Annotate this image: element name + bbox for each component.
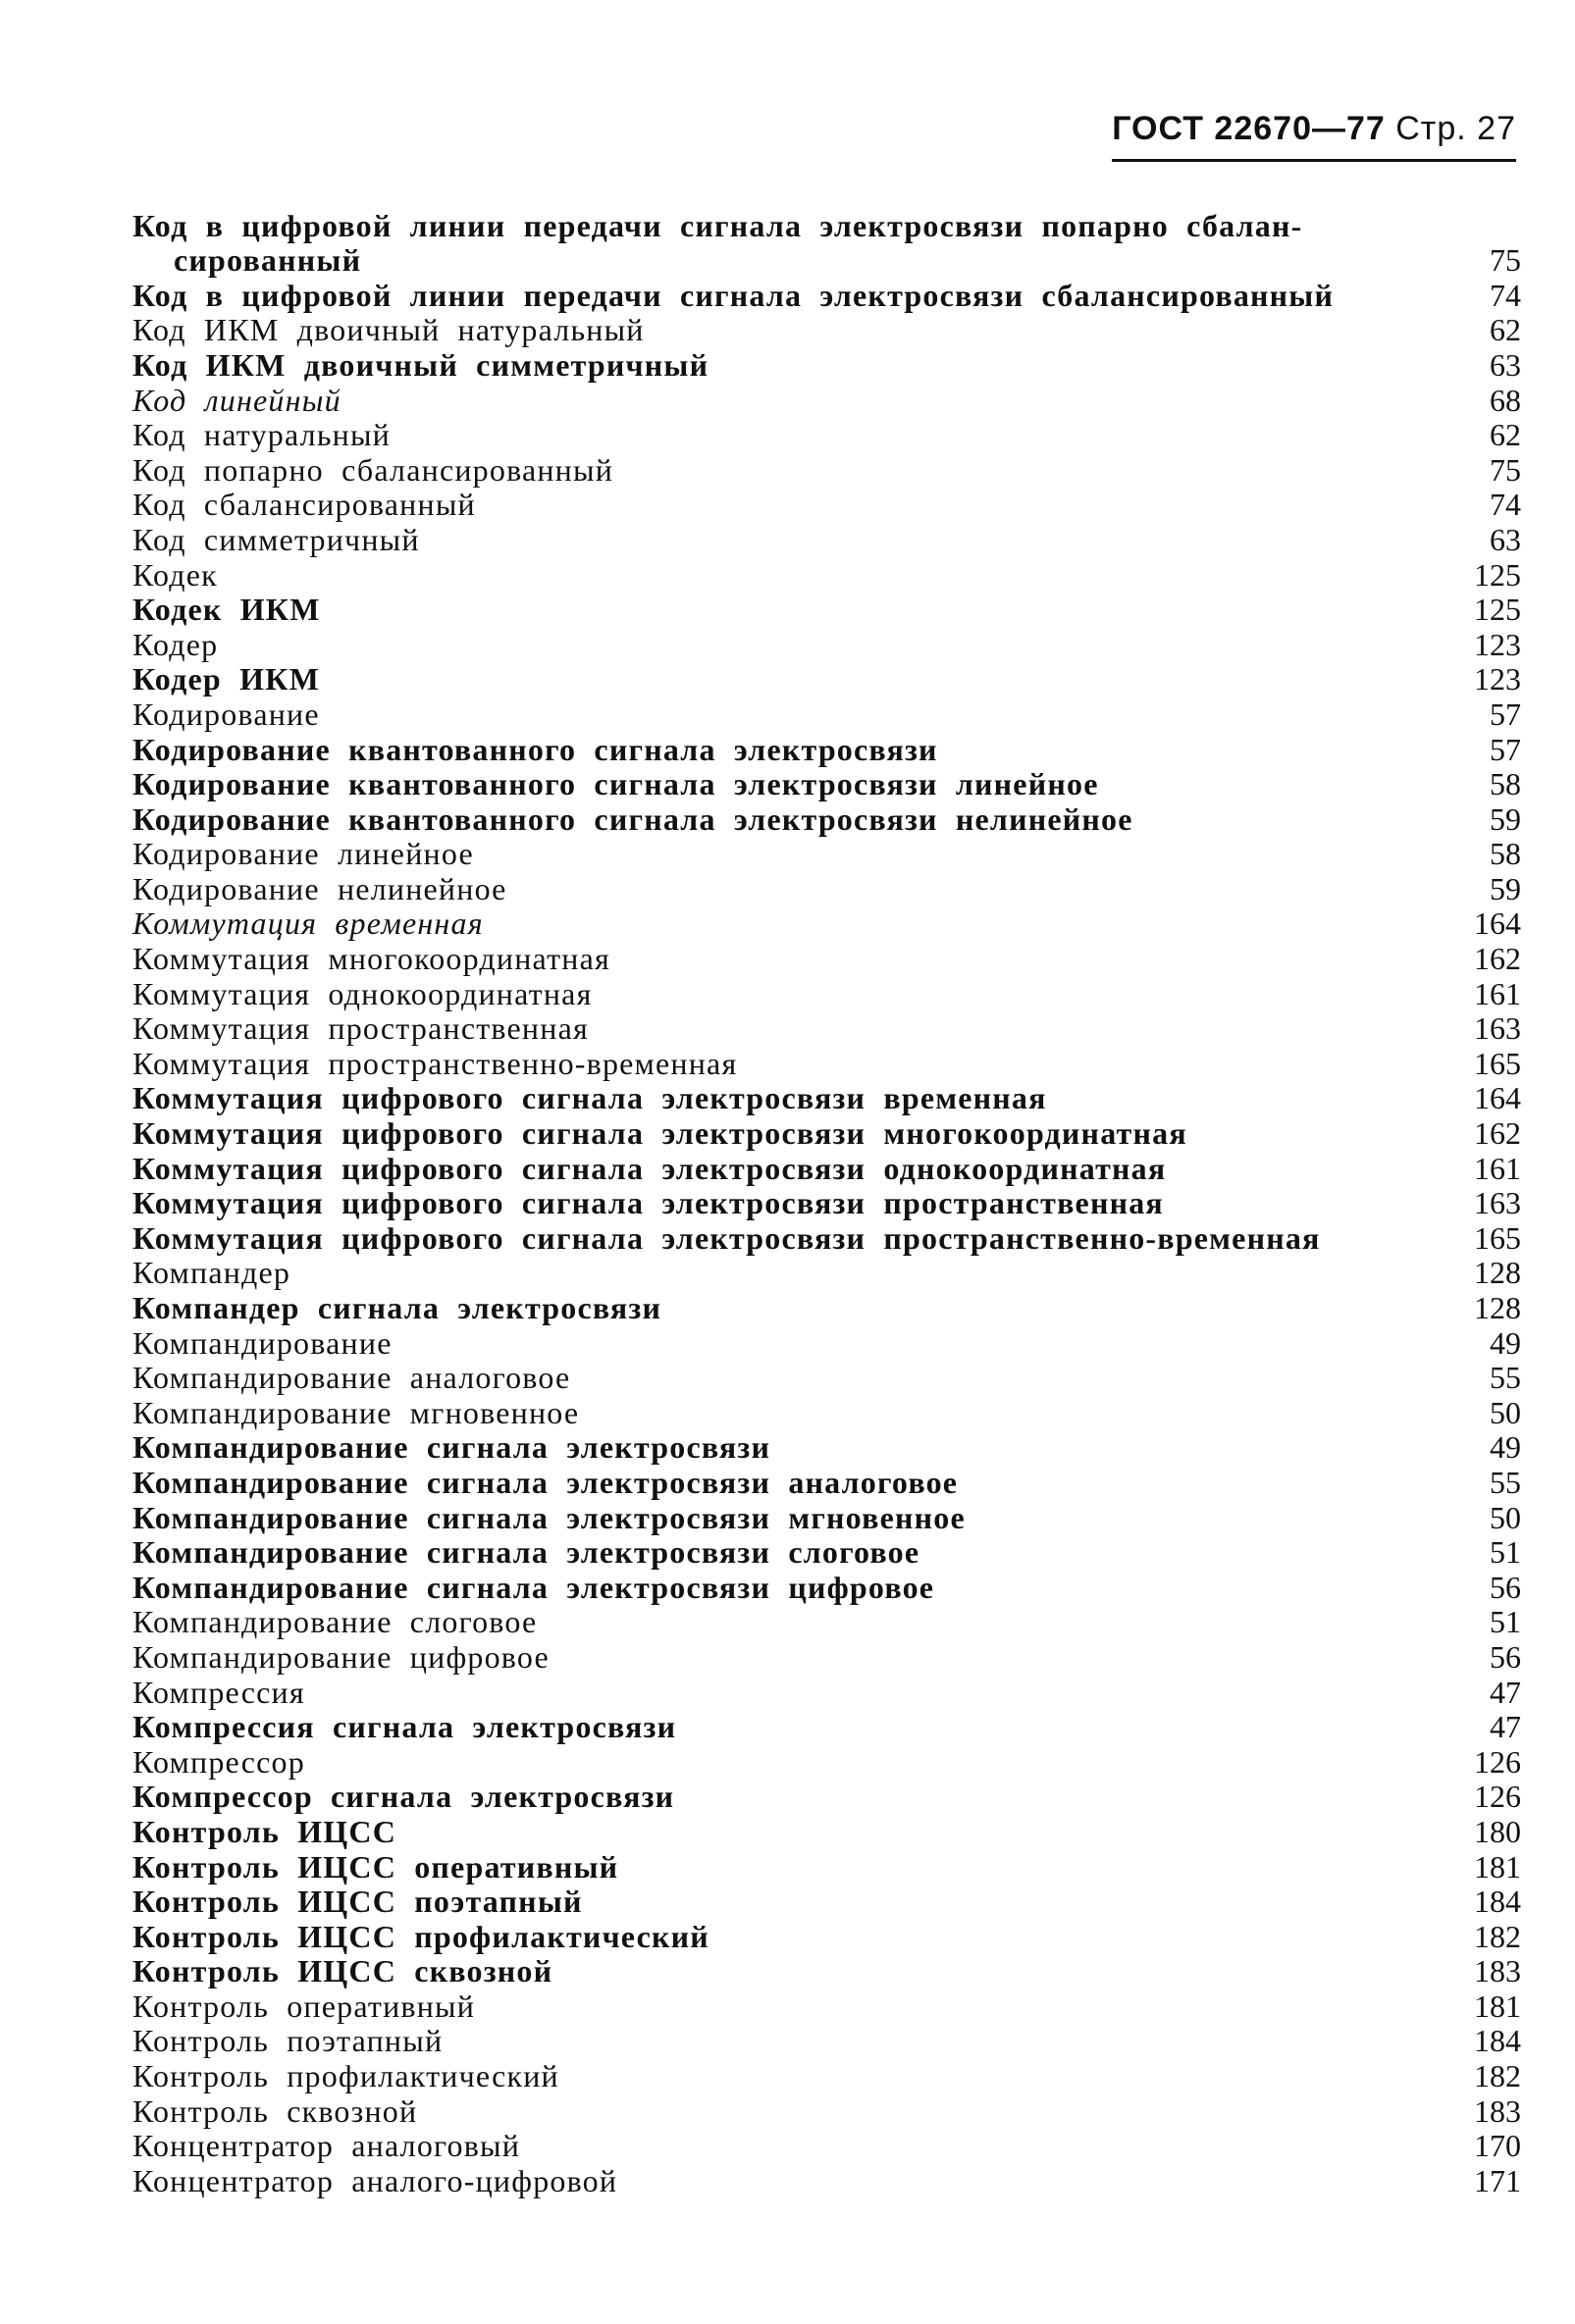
index-term: Код ИКМ двоичный симметричный: [132, 346, 709, 383]
index-entry: [132, 1360, 1521, 1400]
index-page-number: 128: [1474, 1255, 1521, 1291]
index-page-number: 183: [1474, 1953, 1521, 1989]
index-term: Кодирование линейное: [132, 836, 474, 872]
index-list: [132, 208, 1521, 2202]
index-term: Компандер сигнала электросвязи: [132, 1290, 662, 1325]
index-term: Контроль ИЦСС оперативный: [132, 1848, 619, 1885]
index-page-number: 125: [1474, 592, 1521, 628]
index-term: Коммутация пространственно-временная: [132, 1045, 738, 1081]
index-page-number: 74: [1490, 487, 1521, 523]
index-page-number: 55: [1490, 1360, 1521, 1396]
index-entry: [132, 1115, 1521, 1155]
index-term: Коммутация цифрового сигнала электросвязи временная: [132, 1080, 1047, 1116]
index-entry: [132, 1464, 1521, 1504]
index-term: Кодер: [132, 626, 219, 662]
header-rule: [1112, 159, 1516, 162]
index-page-number: 75: [1490, 451, 1521, 488]
index-entry: [132, 346, 1521, 387]
index-entry: [132, 1709, 1521, 1749]
index-term: Компрессия: [132, 1674, 305, 1710]
index-term: Компандирование сигнала электросвязи: [132, 1429, 771, 1466]
index-term: Компандирование: [132, 1324, 393, 1361]
index-page-number: 126: [1474, 1779, 1521, 1815]
index-page-number: 62: [1490, 312, 1521, 348]
index-page-number: 49: [1490, 1324, 1521, 1361]
index-entry: [132, 1638, 1521, 1678]
index-page-number: 56: [1490, 1569, 1521, 1605]
index-term: Кодирование: [132, 696, 320, 732]
index-page-number: 123: [1474, 626, 1521, 662]
index-entry: [132, 2128, 1521, 2168]
index-term: Контроль ИЦСС сквозной: [132, 1953, 553, 1989]
index-term: Компандирование цифровое: [132, 1638, 550, 1675]
index-term: Код в цифровой линии передачи сигнала электросвязи сбалансированный: [132, 277, 1335, 313]
index-entry: [132, 417, 1521, 457]
page-header: [1112, 110, 1516, 148]
index-entry: [132, 592, 1521, 632]
index-page-number: 50: [1490, 1499, 1521, 1535]
index-page-number: 181: [1474, 1848, 1521, 1885]
index-page-number: 163: [1474, 1185, 1521, 1221]
index-page-number: 47: [1490, 1674, 1521, 1710]
index-term: Код симметричный: [132, 521, 420, 557]
index-page-number: 59: [1490, 800, 1521, 837]
index-term: Контроль оперативный: [132, 1988, 476, 2024]
index-page-number: 161: [1474, 975, 1521, 1011]
index-term: Кодирование нелинейное: [132, 870, 507, 906]
index-entry: [132, 836, 1521, 876]
index-page-number: 51: [1490, 1604, 1521, 1640]
index-page-number: 161: [1474, 1150, 1521, 1186]
index-term: Контроль ИЦСС профилактический: [132, 1918, 709, 1954]
index-entry: [132, 661, 1521, 701]
index-term: Компандирование сигнала электросвязи цифровое: [132, 1569, 935, 1605]
index-term: Компандирование мгновенное: [132, 1394, 580, 1430]
index-term: Контроль поэтапный: [132, 2023, 444, 2059]
index-term: Концентратор аналоговый: [132, 2128, 521, 2164]
index-term: Кодирование квантованного сигнала электросвязи линейное: [132, 766, 1099, 802]
index-page-number: 75: [1490, 242, 1521, 279]
index-term: Кодер ИКМ: [132, 661, 320, 697]
index-entry: [132, 1219, 1521, 1260]
index-term: Компандирование слоговое: [132, 1604, 538, 1640]
index-page-number: 182: [1474, 2058, 1521, 2094]
index-term: Коммутация цифрового сигнала электросвязи пространственная: [132, 1185, 1164, 1221]
index-page-number: 68: [1490, 382, 1521, 418]
index-page-number: 57: [1490, 696, 1521, 732]
standard-number: ГОСТ 22670—77: [1112, 110, 1386, 147]
index-page-number: 164: [1474, 1080, 1521, 1116]
index-term: Контроль ИЦСС поэтапный: [132, 1884, 583, 1920]
index-term: Компрессия сигнала электросвязи: [132, 1709, 677, 1745]
index-page-number: 126: [1474, 1743, 1521, 1780]
index-term: Код линейный: [132, 382, 341, 418]
index-entry: [132, 1290, 1521, 1329]
index-entry: [132, 208, 1521, 282]
index-page-number: 184: [1474, 1884, 1521, 1920]
index-term: Код натуральный: [132, 417, 391, 453]
index-page-number: 128: [1474, 1290, 1521, 1325]
index-page-number: 164: [1474, 905, 1521, 942]
index-term: Коммутация пространственная: [132, 1010, 589, 1047]
index-page-number: 163: [1474, 1010, 1521, 1047]
index-term: Контроль профилактический: [132, 2058, 559, 2094]
index-page-number: 74: [1490, 277, 1521, 313]
index-term: Кодирование квантованного сигнала электросвязи: [132, 731, 938, 767]
index-entry: [132, 1185, 1521, 1225]
index-term: Контроль сквозной: [132, 2092, 418, 2129]
index-page-number: 58: [1490, 836, 1521, 872]
index-entry: [132, 521, 1521, 561]
index-page-number: 56: [1490, 1638, 1521, 1675]
index-term-line2: сированный: [174, 242, 362, 279]
index-term: Компандирование сигнала электросвязи аналоговое: [132, 1464, 959, 1500]
index-term: Коммутация цифрового сигнала электросвязи многокоординатная: [132, 1115, 1187, 1152]
index-term: Коммутация цифрового сигнала электросвязи пространственно-временная: [132, 1219, 1321, 1256]
index-entry: [132, 1813, 1521, 1853]
index-entry: [132, 487, 1521, 527]
index-page-number: 63: [1490, 346, 1521, 383]
index-page-number: 170: [1474, 2128, 1521, 2164]
index-term: Коммутация однокоординатная: [132, 975, 593, 1011]
index-page-number: 181: [1474, 1988, 1521, 2024]
page-number: Стр. 27: [1395, 110, 1516, 147]
index-page-number: 125: [1474, 556, 1521, 593]
index-term: Код попарно сбалансированный: [132, 451, 614, 488]
index-page-number: 63: [1490, 521, 1521, 557]
index-term: Компрессор: [132, 1743, 305, 1780]
index-entry: [132, 556, 1521, 596]
index-term: Коммутация временная: [132, 905, 484, 942]
index-term: Коммутация многокоординатная: [132, 941, 610, 977]
index-entry: [132, 2058, 1521, 2097]
index-entry: [132, 626, 1521, 666]
index-page-number: 180: [1474, 1813, 1521, 1849]
index-term: Контроль ИЦСС: [132, 1813, 397, 1849]
index-page-number: 59: [1490, 870, 1521, 906]
index-page-number: 62: [1490, 417, 1521, 453]
index-page-number: 165: [1474, 1219, 1521, 1256]
index-page-number: 58: [1490, 766, 1521, 802]
index-entry: [132, 1779, 1521, 1819]
index-entry: [132, 941, 1521, 980]
index-page-number: 162: [1474, 1115, 1521, 1152]
index-term: Кодирование квантованного сигнала электросвязи нелинейное: [132, 800, 1133, 837]
index-term: Кодек: [132, 556, 218, 593]
index-page-number: 123: [1474, 661, 1521, 697]
index-page-number: 50: [1490, 1394, 1521, 1430]
index-term: Компандирование аналоговое: [132, 1360, 571, 1396]
index-entry: [132, 696, 1521, 736]
index-page-number: 47: [1490, 1709, 1521, 1745]
index-term: Коммутация цифрового сигнала электросвязи однокоординатная: [132, 1150, 1167, 1186]
index-entry: [132, 1604, 1521, 1644]
index-page-number: 55: [1490, 1464, 1521, 1500]
index-term: [132, 209, 1438, 278]
index-entry: [132, 1884, 1521, 1924]
index-entry: [132, 1010, 1521, 1051]
index-entry: [132, 1953, 1521, 1993]
index-term: Кодек ИКМ: [132, 592, 321, 628]
index-page-number: 182: [1474, 1918, 1521, 1954]
index-term-line1: Код в цифровой линии передачи сигнала электросвязи попарно сбалан-: [132, 208, 1303, 244]
index-page-number: 51: [1490, 1534, 1521, 1571]
index-term: Код сбалансированный: [132, 487, 476, 523]
index-term: Код ИКМ двоичный натуральный: [132, 312, 645, 348]
index-entry: [132, 766, 1521, 806]
index-page-number: 165: [1474, 1045, 1521, 1081]
index-page-number: 184: [1474, 2023, 1521, 2059]
index-page-number: 49: [1490, 1429, 1521, 1466]
index-entry: [132, 1534, 1521, 1575]
index-page-number: 162: [1474, 941, 1521, 977]
index-term: Компандирование сигнала электросвязи мгновенное: [132, 1499, 966, 1535]
index-page-number: 171: [1474, 2162, 1521, 2198]
index-term: Компандер: [132, 1255, 291, 1291]
index-entry: [132, 2162, 1521, 2202]
index-term: Концентратор аналого-цифровой: [132, 2162, 618, 2198]
index-page-number: 183: [1474, 2092, 1521, 2129]
index-term: Компандирование сигнала электросвязи слоговое: [132, 1534, 920, 1571]
index-page-number: 57: [1490, 731, 1521, 767]
index-term: Компрессор сигнала электросвязи: [132, 1779, 675, 1815]
